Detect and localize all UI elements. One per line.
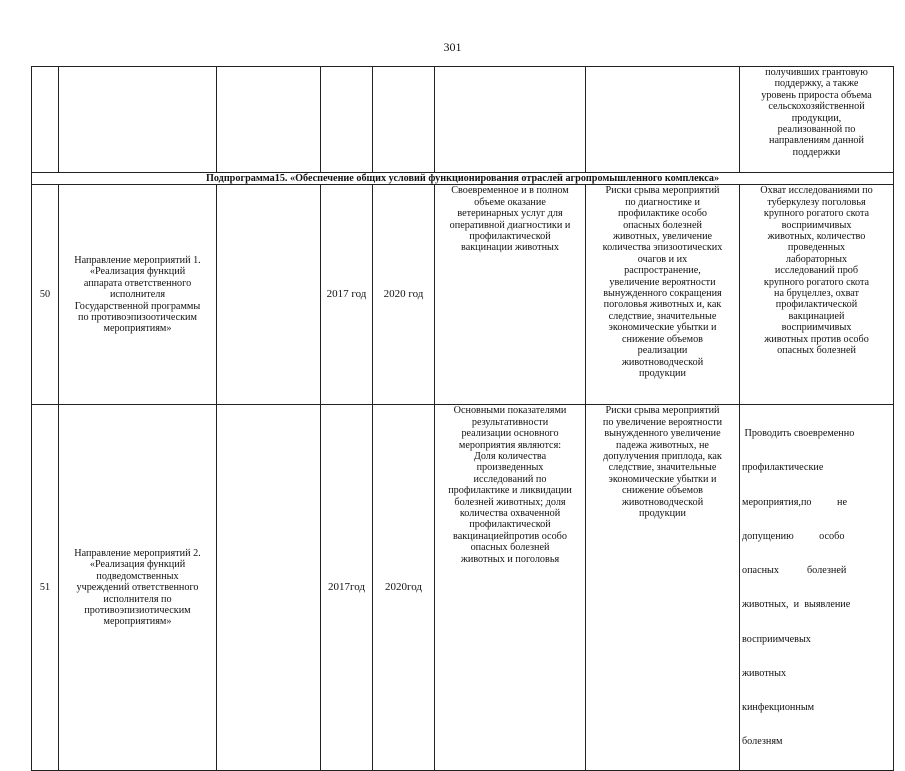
measure-name: Направление мероприятий 2. «Реализация функций подведомственных учреждений ответственного исполнителя по противоэпизиотическим мероприятиям» [59, 405, 217, 771]
cell-empty [321, 67, 373, 173]
end-year: 2020год [373, 405, 435, 771]
expected-result: Своевременное и в полном объеме оказание ветеринарных услуг для оперативной диагностики и профилактической вакцинации животных [435, 185, 586, 405]
page-number: 301 [443, 40, 462, 54]
subprogram-title: Подпрограмма15. «Обеспечение общих условий функционирования отраслей агропромышленного комплекса» [32, 173, 894, 185]
risks: Риски срыва мероприятий по увеличение вероятности вынужденного увеличение падежа животных, не допулучения приплода, как следствие, значительные экономические убытки и снижение объемов животноводческой продукции [586, 405, 740, 771]
cell-empty [217, 185, 321, 405]
subprogram-row [32, 173, 894, 185]
table-row [32, 185, 894, 405]
cell-empty [217, 405, 321, 771]
indicators: Охват исследованиями по туберкулезу поголовья крупного рогатого скота восприимчивых животных, количество проведенных лабораторных исследований проб крупного рогатого скота на бруцеллез, охват профилактической вакцинацией восприимчивых животных против особо опасных болезней [740, 185, 894, 405]
row-number: 50 [32, 185, 59, 405]
cell-indicators-continuation: получивших грантовую поддержку, а также уровень прироста объема сельскохозяйственной продукции, реализованной по направлениям данной поддержки [740, 67, 894, 173]
cell-empty [32, 67, 59, 173]
start-year: 2017год [321, 405, 373, 771]
program-table [31, 66, 894, 771]
end-year: 2020 год [373, 185, 435, 405]
measure-name: Направление мероприятий 1. «Реализация функций аппарата ответственного исполнителя Государственной программы по противоэпизоотическим мероприятиям» [59, 185, 217, 405]
indicators: Проводить своевременно профилактические мероприятия,по не допущению особо опасных болезней животных, и выявление восприимчевых животных кинфекционным болезням [740, 405, 894, 771]
row-number: 51 [32, 405, 59, 771]
cell-empty [373, 67, 435, 173]
cell-empty [59, 67, 217, 173]
cell-empty [586, 67, 740, 173]
table-row [32, 405, 894, 771]
risks: Риски срыва мероприятий по диагностике и профилактике особо опасных болезней животных, увеличение количества эпизоотических очагов и их распространение, увеличение вероятности вынужденного сокращения поголовья животных и, как следствие, значительные экономические убытки и снижение объемов реализации животноводческой продукции [586, 185, 740, 405]
start-year: 2017 год [321, 185, 373, 405]
table-row-continuation [32, 67, 894, 173]
cell-empty [435, 67, 586, 173]
expected-result: Основными показателями результативности реализации основного мероприятия являются: Доля количества произведенных исследований по профилактике и ликвидации болезней животных; доля количества охваченной профилактической вакцинациейпротив особо опасных болезней животных и поголовья [435, 405, 586, 771]
cell-empty [217, 67, 321, 173]
